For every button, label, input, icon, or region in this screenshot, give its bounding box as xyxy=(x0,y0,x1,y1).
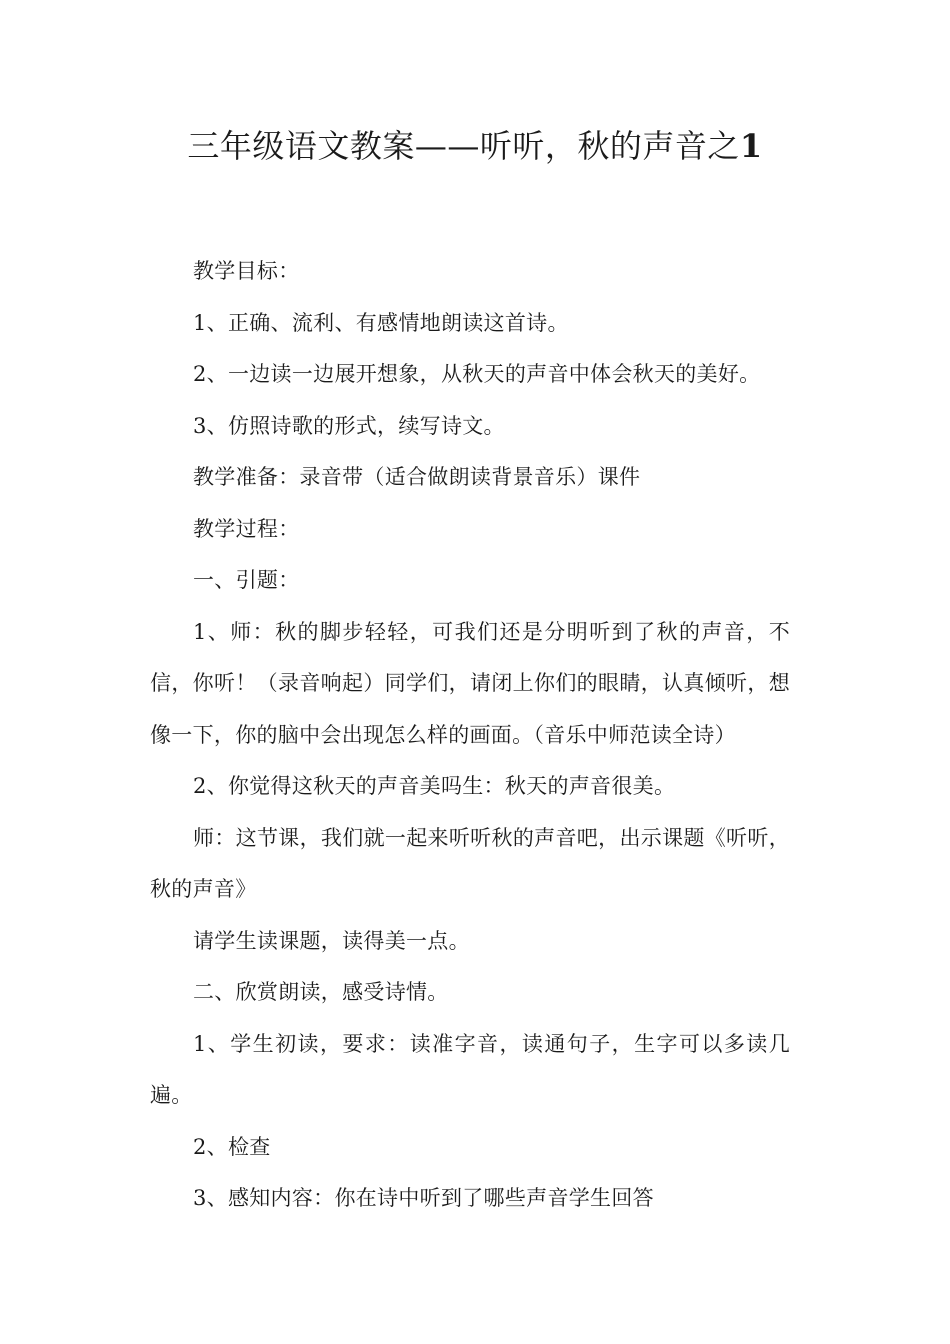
paragraph-teaching-preparation: 教学准备：录音带（适合做朗读背景音乐）课件 xyxy=(193,465,641,489)
paragraph-section-2-item-2: 2、检查 xyxy=(193,1134,271,1159)
paragraph-teaching-process-heading: 教学过程： xyxy=(193,516,300,541)
paragraph-teacher-intro: 师：这节课，我们就一起来听听秋的声音吧，出示课题《听听，秋的声音》 xyxy=(150,825,790,901)
paragraph-section-2-heading: 二、欣赏朗读，感受诗情。 xyxy=(193,980,449,1004)
document-title-number: 1 xyxy=(739,127,763,165)
paragraph-section-1-item-2: 2、你觉得这秋天的声音美吗生：秋天的声音很美。 xyxy=(193,774,676,798)
paragraph-goal-2: 2、一边读一边展开想象，从秋天的声音中体会秋天的美好。 xyxy=(193,362,761,386)
paragraph-goal-3: 3、仿照诗歌的形式，续写诗文。 xyxy=(193,413,505,438)
paragraph-teaching-goals-heading: 教学目标： xyxy=(193,259,300,283)
paragraph-goal-1: 1、正确、流利、有感情地朗读这首诗。 xyxy=(193,310,569,335)
paragraph-section-2-item-1: 1、学生初读，要求：读准字音，读通句子，生字可以多读几遍。 xyxy=(150,1031,790,1107)
paragraph-section-2-item-3: 3、感知内容：你在诗中听到了哪些声音学生回答 xyxy=(193,1186,654,1210)
paragraph-section-1-heading: 一、引题： xyxy=(193,568,300,592)
paragraph-section-1-item-1: 1、师：秋的脚步轻轻，可我们还是分明听到了秋的声音，不信，你听！（录音响起）同学们，请闭上你们的眼睛，认真倾听，想像一下，你的脑中会出现怎么样的画面。（音乐中师范读全诗） xyxy=(150,619,790,747)
document-body xyxy=(150,246,790,1225)
document-title-text: 三年级语文教案——听听，秋的声音之 xyxy=(187,127,740,165)
document-title xyxy=(0,122,950,170)
paragraph-read-title: 请学生读课题，读得美一点。 xyxy=(193,928,470,953)
